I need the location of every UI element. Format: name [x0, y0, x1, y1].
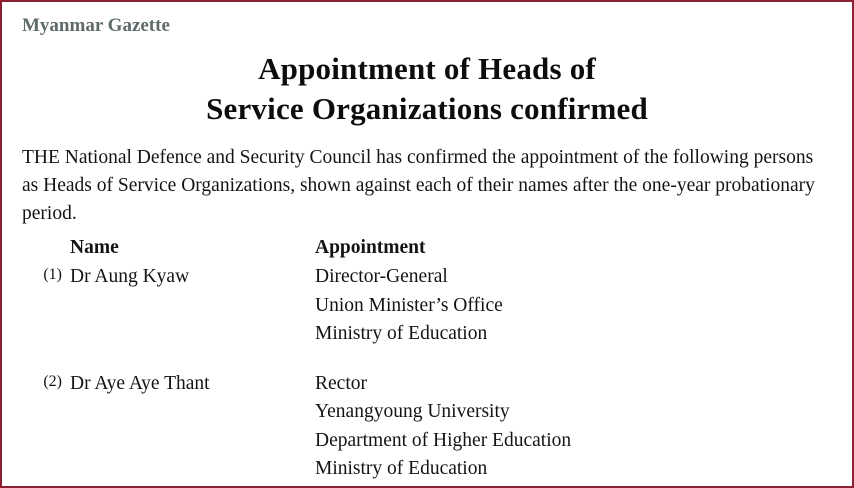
- table-header-row: [16, 237, 838, 259]
- appointment-line: Department of Higher Education: [315, 429, 572, 451]
- table-row: [16, 370, 838, 483]
- appointment-line: Director-General: [315, 266, 448, 288]
- headline-line-2: Service Organizations confirmed: [206, 90, 648, 126]
- appointment-line: Rector: [315, 373, 367, 395]
- table-row: [16, 263, 838, 348]
- row-appointment: [315, 263, 838, 348]
- column-header-number: [16, 237, 70, 240]
- appointment-line: Ministry of Education: [315, 322, 488, 344]
- intro-paragraph: THE National Defence and Security Council has confirmed the appointment of the following persons as Heads of Service Organizations, shown against each of their names after the one-year probationary period.: [22, 147, 815, 224]
- row-name: Dr Aung Kyaw: [70, 266, 190, 288]
- headline-line-1: Appointment of Heads of: [258, 50, 596, 86]
- row-number: (2): [43, 373, 62, 391]
- masthead-title: Myanmar Gazette: [22, 15, 170, 36]
- appointment-line: Ministry of Education: [315, 457, 488, 479]
- column-header-appointment: Appointment: [315, 237, 426, 259]
- appointment-line: Yenangyoung University: [315, 401, 510, 423]
- row-name: Dr Aye Aye Thant: [70, 373, 210, 395]
- page-title: [56, 49, 798, 128]
- row-number: (1): [43, 266, 62, 284]
- row-appointment: [315, 370, 838, 483]
- appointments-table: [16, 237, 838, 483]
- column-header-name: Name: [70, 237, 119, 259]
- appointment-line: Union Minister’s Office: [315, 294, 503, 316]
